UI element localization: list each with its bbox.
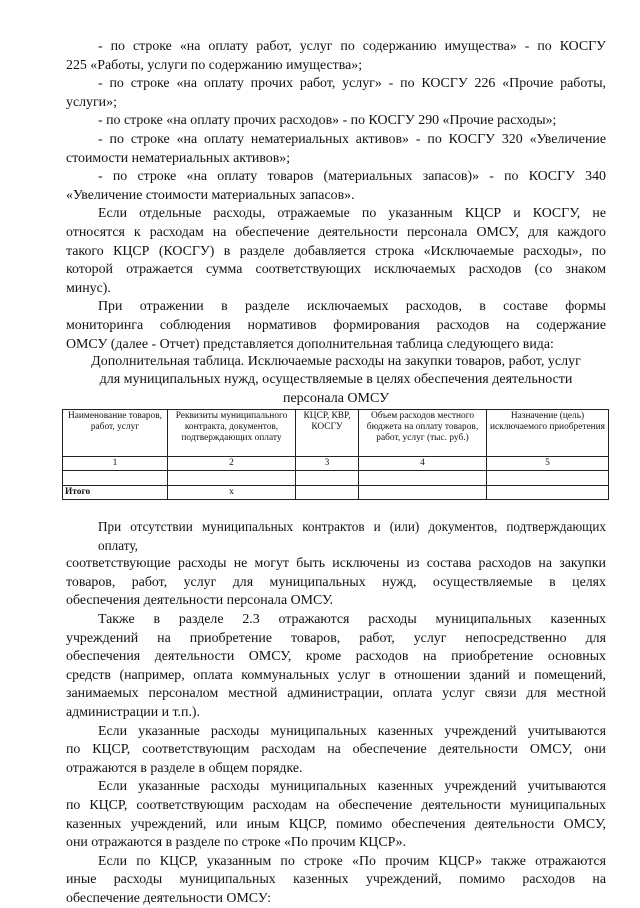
text-line: обеспечения деятельности ОМСУ, кроме расходов на приобретение основных [66, 649, 606, 665]
text-line: Также в разделе 2.3 отражаются расходы муниципальных казенных [98, 611, 606, 627]
text-line: 225 «Работы, услуги по содержанию имущества»; [66, 57, 363, 73]
column-number: 1 [63, 457, 168, 471]
upper-text [66, 38, 606, 354]
table-header-row [63, 410, 609, 457]
text-line: казенных учреждений, или иным КЦСР, помимо обеспечения деятельности ОМСУ, [66, 816, 606, 832]
caption-line: Дополнительная таблица. Исключаемые расходы на закупки товаров, работ, услуг [91, 354, 581, 369]
text-line: обеспечение деятельности ОМСУ: [66, 890, 272, 906]
text-line: При отражении в разделе исключаемых расходов, в составе формы [98, 299, 606, 315]
text-line: мониторинга соблюдения нормативов формирования расходов на содержание [66, 317, 606, 333]
excluded-expenses-table [62, 409, 609, 500]
caption-line: для муниципальных нужд, осуществляемые в целях обеспечения деятельности [99, 372, 573, 388]
header-expense-volume: Объем расходов местного бюджета на оплату товаров, работ, услуг (тыс. руб.) [359, 410, 487, 457]
table-cell [63, 471, 168, 486]
text-line: Если по КЦСР, указанным по строке «По прочим КЦСР» также отражаются [98, 853, 606, 869]
lower-text [66, 518, 606, 908]
table-cell [359, 471, 487, 486]
column-number: 5 [487, 457, 609, 471]
text-line: Если указанные расходы муниципальных казенных учреждений учитываются [98, 779, 606, 795]
text-line: учреждений на приобретение товаров, работ, услуг непосредственно для [66, 630, 606, 646]
text-line: услуги»; [66, 94, 117, 110]
table-cell [168, 471, 296, 486]
table-number-row [63, 457, 609, 471]
text-line: - по строке «на оплату работ, услуг по содержанию имущества» - по КОСГУ [98, 39, 606, 54]
column-number: 2 [168, 457, 296, 471]
text-line: Если отдельные расходы, отражаемые по указанным КЦСР и КОСГУ, не [98, 206, 606, 222]
text-line: - по строке «на оплату прочих работ, услуг» - по КОСГУ 226 «Прочие работы, [98, 76, 606, 92]
text-line: по КЦСР, соответствующим расходам на обеспечение деятельности ОМСУ, они [66, 742, 606, 758]
column-number: 3 [296, 457, 359, 471]
caption-line: персонала ОМСУ [282, 390, 390, 406]
text-line: стоимости нематериальных активов»; [66, 150, 291, 166]
text-line: иные расходы муниципальных казенных учреждений, помимо расходов на [66, 872, 606, 888]
text-line: - по строке «на оплату товаров (материальных запасов)» - по КОСГУ 340 [98, 169, 606, 185]
text-line: минус). [66, 280, 111, 296]
text-line: обеспечения деятельности персонала ОМСУ. [66, 593, 334, 609]
text-line: «Увеличение стоимости материальных запасов». [66, 187, 355, 203]
table-caption [62, 353, 610, 408]
table-cell [487, 486, 609, 500]
text-line: которой отражается сумма соответствующих исключаемых расходов (со знаком [66, 262, 606, 278]
text-line: При отсутствии муниципальных контрактов и (или) документов, подтверждающих оплату, [98, 519, 606, 553]
header-contract-details: Реквизиты муниципального контракта, документов, подтверждающих оплату [168, 410, 296, 457]
text-line: такого КЦСР (КОСГУ) в разделе добавляется строка «Исключаемые расходы», по [66, 243, 606, 259]
text-line: они отражаются в разделе по строке «По прочим КЦСР». [66, 835, 407, 851]
total-label: Итого [63, 486, 168, 500]
text-line: по КЦСР, соответствующим расходам на обеспечение деятельности муниципальных [66, 797, 606, 813]
column-number: 4 [359, 457, 487, 471]
header-budget-codes: КЦСР, КВР, КОСГУ [296, 410, 359, 457]
header-purpose: Назначение (цель) исключаемого приобретения [487, 410, 609, 457]
text-line: отражаются в разделе в общем порядке. [66, 760, 303, 776]
text-line: Если указанные расходы муниципальных казенных учреждений учитываются [98, 723, 606, 739]
table-cell [359, 486, 487, 500]
table-cell [296, 486, 359, 500]
text-line: - по строке «на оплату нематериальных активов» - по КОСГУ 320 «Увеличение [98, 131, 606, 147]
text-line: товаров, работ, услуг для муниципальных нужд, осуществляемые в целях [66, 574, 606, 590]
text-line: средств (например, оплата коммунальных услуг в отношении зданий и помещений, [66, 667, 606, 683]
header-goods-name: Наименование товаров, работ, услуг [63, 410, 168, 457]
text-line: занимаемых персоналом местной администрации, оплата услуг связи для местной [66, 686, 606, 702]
text-line: ОМСУ (далее - Отчет) представляется дополнительная таблица следующего вида: [66, 336, 554, 352]
total-mark: х [168, 486, 296, 500]
table-total-row [63, 486, 609, 500]
text-line: относятся к расходам на обеспечение деятельности персонала ОМСУ, для каждого [66, 224, 606, 240]
text-line: - по строке «на оплату прочих расходов» - по КОСГУ 290 «Прочие расходы»; [98, 113, 557, 129]
text-line: соответствующие расходы не могут быть исключены из состава расходов на закупки [66, 556, 606, 572]
table-cell [487, 471, 609, 486]
text-line: администрации и т.п.). [66, 704, 201, 720]
table-cell [296, 471, 359, 486]
table-row [63, 471, 609, 486]
